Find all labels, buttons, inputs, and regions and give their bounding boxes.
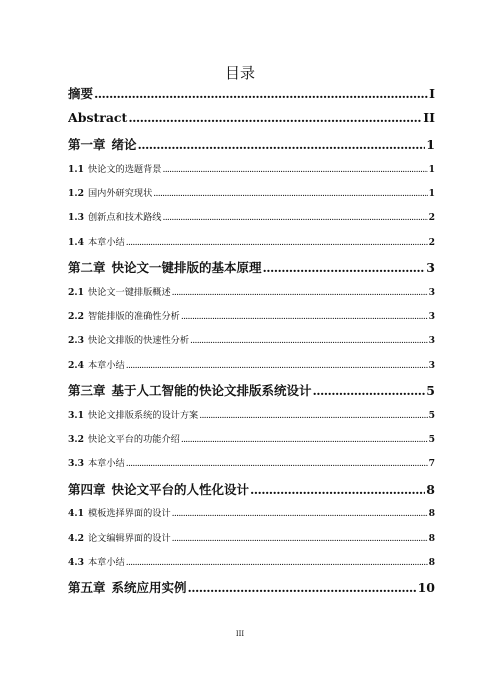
dot-leader bbox=[162, 164, 427, 175]
toc-entry-number: 2.2 bbox=[68, 310, 84, 322]
toc-entry-number: 4.3 bbox=[68, 557, 84, 569]
dot-leader bbox=[190, 335, 428, 346]
toc-entry-page: I bbox=[429, 86, 435, 101]
toc-entry-number: 1.2 bbox=[68, 187, 84, 199]
toc-chapter-entry[interactable] bbox=[68, 135, 435, 161]
toc-entry-label: 本章小结 bbox=[87, 359, 125, 371]
dot-leader bbox=[188, 580, 417, 595]
toc-section-entry[interactable] bbox=[68, 407, 435, 431]
toc-entry-page: 5 bbox=[428, 409, 435, 421]
toc-entry-page: 10 bbox=[417, 580, 435, 596]
dot-leader bbox=[172, 508, 428, 519]
table-of-contents bbox=[68, 84, 435, 604]
toc-entry-label: 快论文排版的快速性分析 bbox=[87, 335, 190, 347]
toc-section-entry[interactable] bbox=[68, 308, 435, 332]
toc-section-entry[interactable] bbox=[68, 234, 435, 258]
toc-entry-label: 绪论 bbox=[111, 137, 137, 152]
toc-entry-page: 3 bbox=[428, 335, 435, 347]
dot-leader bbox=[199, 410, 427, 421]
dot-leader bbox=[126, 557, 428, 568]
dot-leader bbox=[181, 311, 428, 322]
dot-leader bbox=[126, 458, 428, 469]
toc-section-entry[interactable] bbox=[68, 554, 435, 578]
toc-entry-page: 3 bbox=[428, 310, 435, 322]
toc-section-entry[interactable] bbox=[68, 332, 435, 356]
toc-entry-page: II bbox=[423, 109, 435, 125]
dot-leader bbox=[172, 287, 428, 298]
toc-entry-number: 4.1 bbox=[68, 508, 84, 520]
toc-entry-number: 1.1 bbox=[68, 163, 84, 175]
dot-leader bbox=[126, 360, 428, 371]
toc-entry-page: 3 bbox=[428, 286, 435, 298]
toc-entry-page: 1 bbox=[428, 187, 435, 199]
toc-entry-label: 论文编辑界面的设计 bbox=[87, 532, 171, 544]
dot-leader bbox=[126, 237, 428, 248]
toc-entry-number: 第二章 bbox=[68, 260, 106, 276]
toc-section-entry[interactable] bbox=[68, 455, 435, 479]
toc-entry-page: 8 bbox=[428, 532, 435, 544]
toc-entry-page: 1 bbox=[426, 137, 435, 152]
toc-entry-label: 基于人工智能的快论文排版系统设计 bbox=[111, 383, 312, 399]
toc-entry-number: 第四章 bbox=[68, 481, 106, 497]
toc-entry-label: 本章小结 bbox=[87, 458, 125, 470]
toc-section-entry[interactable] bbox=[68, 209, 435, 233]
toc-chapter-entry[interactable] bbox=[68, 480, 435, 506]
page-number-footer: III bbox=[235, 630, 245, 638]
toc-entry-label: 摘要 bbox=[68, 86, 94, 101]
toc-section-entry[interactable] bbox=[68, 505, 435, 529]
toc-entry-number: 第一章 bbox=[68, 137, 106, 152]
dot-leader bbox=[162, 212, 427, 223]
dot-leader bbox=[181, 434, 428, 445]
toc-entry-label: 快论文平台的功能介绍 bbox=[87, 434, 180, 446]
toc-chapter-entry[interactable] bbox=[68, 381, 435, 407]
toc-entry-page: 5 bbox=[428, 434, 435, 446]
toc-entry-label: 国内外研究现状 bbox=[87, 187, 153, 199]
dot-leader bbox=[128, 110, 422, 125]
toc-section-entry[interactable] bbox=[68, 357, 435, 381]
toc-entry-page: 5 bbox=[426, 383, 435, 399]
toc-section-entry[interactable] bbox=[68, 161, 435, 185]
toc-entry-label: 系统应用实例 bbox=[111, 580, 187, 596]
toc-entry-number: 2.4 bbox=[68, 359, 84, 371]
toc-entry-label: 智能排版的准确性分析 bbox=[87, 310, 180, 322]
toc-entry-label: Abstract bbox=[68, 109, 128, 125]
toc-entry-number: 第三章 bbox=[68, 383, 106, 399]
toc-chapter-entry[interactable] bbox=[68, 258, 435, 284]
toc-entry-number: 3.3 bbox=[68, 458, 84, 470]
toc-entry-number: 1.3 bbox=[68, 212, 84, 224]
toc-entry-number: 2.1 bbox=[68, 286, 84, 298]
dot-leader bbox=[263, 260, 426, 275]
toc-section-entry[interactable] bbox=[68, 431, 435, 455]
toc-chapter-entry[interactable] bbox=[68, 578, 435, 604]
toc-entry-page: 3 bbox=[426, 260, 435, 276]
dot-leader bbox=[153, 188, 427, 199]
toc-entry-label: 快论文一键排版的基本原理 bbox=[111, 260, 262, 276]
toc-chapter-entry[interactable] bbox=[68, 84, 435, 110]
toc-entry-page: 2 bbox=[428, 212, 435, 224]
toc-chapter-entry[interactable] bbox=[68, 110, 435, 136]
toc-section-entry[interactable] bbox=[68, 185, 435, 209]
toc-section-entry[interactable] bbox=[68, 530, 435, 554]
toc-entry-label: 快论文排版系统的设计方案 bbox=[87, 409, 199, 421]
dot-leader bbox=[94, 86, 428, 101]
toc-entry-label: 快论文的选题背景 bbox=[87, 163, 162, 175]
dot-leader bbox=[250, 482, 425, 497]
toc-entry-number: 3.2 bbox=[68, 434, 84, 446]
toc-entry-page: 8 bbox=[428, 557, 435, 569]
toc-entry-number: 第五章 bbox=[68, 580, 106, 596]
dot-leader bbox=[172, 533, 428, 544]
toc-entry-label: 模板选择界面的设计 bbox=[87, 508, 171, 520]
toc-entry-page: 1 bbox=[428, 163, 435, 175]
page-title: 目录 bbox=[224, 64, 255, 82]
toc-entry-page: 8 bbox=[428, 508, 435, 520]
toc-entry-page: 3 bbox=[428, 359, 435, 371]
toc-entry-number: 4.2 bbox=[68, 532, 84, 544]
toc-entry-label: 快论文平台的人性化设计 bbox=[111, 481, 250, 497]
toc-entry-page: 8 bbox=[426, 481, 435, 497]
dot-leader bbox=[138, 137, 426, 152]
toc-entry-number: 1.4 bbox=[68, 236, 84, 248]
dot-leader bbox=[313, 383, 426, 398]
toc-section-entry[interactable] bbox=[68, 284, 435, 308]
toc-entry-label: 创新点和技术路线 bbox=[87, 212, 162, 224]
toc-entry-label: 本章小结 bbox=[87, 557, 125, 569]
toc-entry-label: 快论文一键排版概述 bbox=[87, 286, 171, 298]
toc-entry-page: 7 bbox=[428, 458, 435, 470]
toc-entry-number: 3.1 bbox=[68, 409, 84, 421]
toc-entry-number: 2.3 bbox=[68, 335, 84, 347]
toc-entry-page: 2 bbox=[428, 236, 435, 248]
toc-entry-label: 本章小结 bbox=[87, 236, 125, 248]
